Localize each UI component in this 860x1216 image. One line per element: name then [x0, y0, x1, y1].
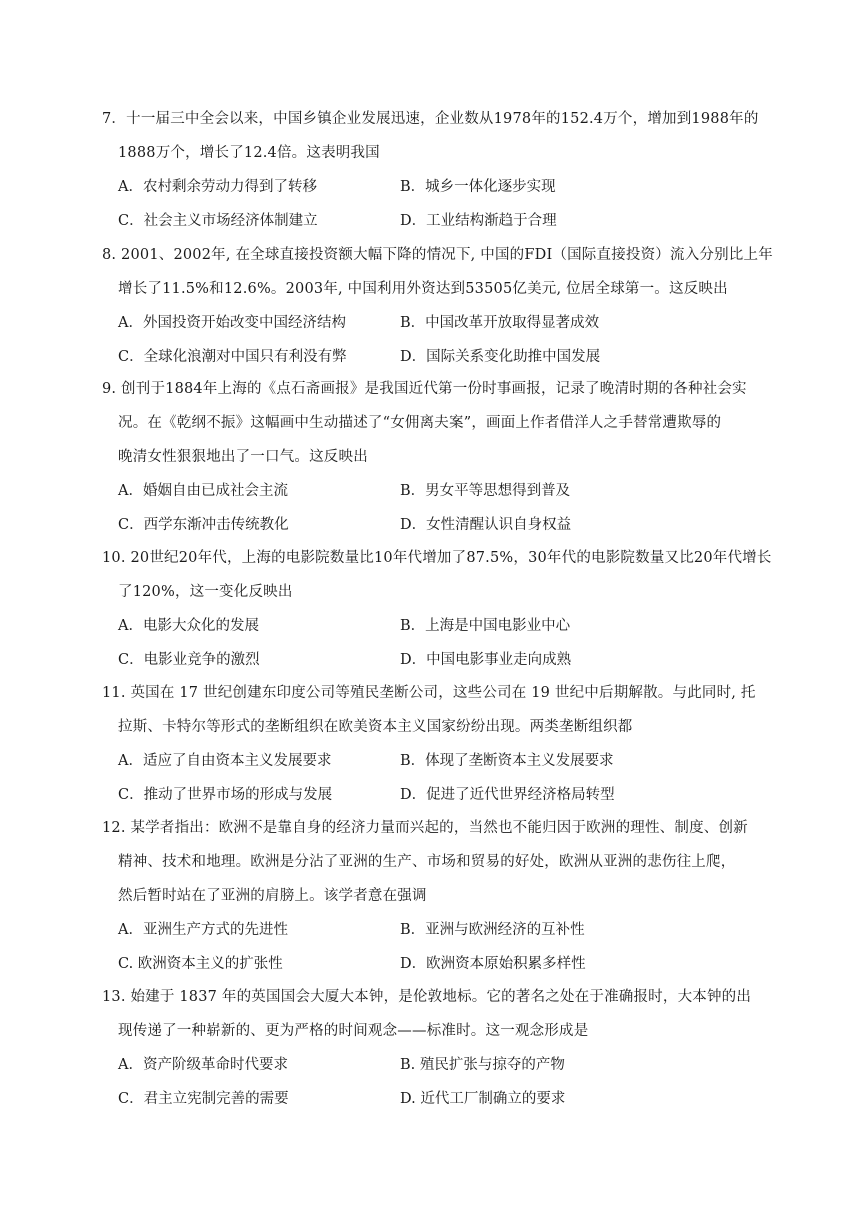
question-stem-line: 13. 始建于 1837 年的英国国会大厦大本钟，是伦敦地标。它的著名之处在于准确报时，大本钟的出	[102, 989, 752, 1005]
question-12	[102, 811, 772, 981]
question-stem-line: 然后暂时站在了亚洲的肩膀上。该学者意在强调	[118, 888, 427, 904]
question-stem-line: 9. 创刊于1884年上海的《点石斋画报》是我国近代第一份时事画报，记录了晚清时期的各种社会实	[102, 381, 747, 397]
option-row	[102, 1082, 772, 1116]
question-7	[102, 102, 772, 238]
option-b: B. 殖民扩张与掠夺的产物	[400, 1057, 565, 1073]
option-b: B．中国改革开放取得显著成效	[400, 315, 600, 331]
question-11	[102, 676, 772, 812]
question-stem-line: 晚清女性狠狠地出了一口气。这反映出	[118, 449, 368, 465]
option-row	[102, 778, 772, 812]
option-b: B．男女平等思想得到普及	[400, 483, 571, 499]
option-row	[102, 204, 772, 238]
option-row	[102, 306, 772, 340]
option-a: A．亚洲生产方式的先进性	[118, 922, 288, 938]
option-d: D．欧洲资本原始积累多样性	[400, 956, 586, 972]
option-a: A．资产阶级革命时代要求	[118, 1057, 288, 1073]
question-stem-line: 现传递了一种崭新的、更为严格的时间观念——标准时。这一观念形成是	[118, 1023, 589, 1039]
question-stem-line: 拉斯、卡特尔等形式的垄断组织在欧美资本主义国家纷纷出现。两类垄断组织都	[118, 719, 633, 735]
option-row	[102, 474, 772, 508]
option-d: D．国际关系变化助推中国发展	[400, 349, 601, 365]
option-row	[102, 913, 772, 947]
question-10	[102, 541, 772, 677]
question-9	[102, 372, 772, 542]
option-a: A．婚姻自由已成社会主流	[118, 483, 288, 499]
option-d: D．中国电影事业走向成熟	[400, 652, 572, 668]
option-d: D．促进了近代世界经济格局转型	[400, 787, 615, 803]
option-d: D. 近代工厂制确立的要求	[400, 1091, 566, 1107]
question-stem-line: 12. 某学者指出：欧洲不是靠自身的经济力量而兴起的，当然也不能归因于欧洲的理性、制度、创新	[102, 820, 748, 836]
option-row	[102, 744, 772, 778]
question-stem-line: 增长了11.5%和12.6%。2003年, 中国利用外资达到53505亿美元, 位居全球第一。这反映出	[118, 281, 728, 297]
option-row	[102, 1048, 772, 1082]
question-stem-line: 精神、技术和地理。欧洲是分沾了亚洲的生产、市场和贸易的好处，欧洲从亚洲的悲伤往上爬，	[118, 854, 736, 870]
option-a: A．外国投资开始改变中国经济结构	[118, 315, 346, 331]
option-row	[102, 170, 772, 204]
question-stem-line: 8. 2001、2002年, 在全球直接投资额大幅下降的情况下, 中国的FDI（国际直接投资）流入分别比上年	[102, 247, 773, 263]
option-row	[102, 947, 772, 981]
question-13	[102, 980, 772, 1116]
question-stem-line: 况。在《乾纲不振》这幅画中生动描述了“女佣离夫案”，画面上作者借洋人之手替常遭欺辱的	[118, 415, 722, 431]
option-b: B．城乡一体化逐步实现	[400, 179, 556, 195]
option-a: A．适应了自由资本主义发展要求	[118, 753, 332, 769]
option-a: A．农村剩余劳动力得到了转移	[118, 179, 317, 195]
option-b: B．上海是中国电影业中心	[400, 618, 571, 634]
option-c: C．电影业竞争的激烈	[118, 652, 260, 668]
option-d: D．女性清醒认识自身权益	[400, 517, 572, 533]
option-b: B．体现了垄断资本主义发展要求	[400, 753, 614, 769]
option-a: A．电影大众化的发展	[118, 618, 259, 634]
question-stem-line: 1888万个，增长了12.4倍。这表明我国	[118, 145, 380, 161]
question-8	[102, 238, 772, 374]
option-c: C．西学东渐冲击传统教化	[118, 517, 289, 533]
question-stem-line: 11. 英国在 17 世纪创建东印度公司等殖民垄断公司，这些公司在 19 世纪中后期解散。与此同时, 托	[102, 685, 756, 701]
option-c: C．社会主义市场经济体制建立	[118, 213, 318, 229]
option-c: C. 欧洲资本主义的扩张性	[118, 956, 283, 972]
option-c: C．君主立宪制完善的需要	[118, 1091, 289, 1107]
question-stem-line: 10. 20世纪20年代，上海的电影院数量比10年代增加了87.5%，30年代的电影院数量又比20年代增长	[102, 550, 772, 566]
option-row	[102, 340, 772, 374]
option-row	[102, 508, 772, 542]
option-d: D．工业结构渐趋于合理	[400, 213, 557, 229]
question-stem-line: 了120%，这一变化反映出	[118, 584, 293, 600]
option-c: C．推动了世界市场的形成与发展	[118, 787, 333, 803]
option-row	[102, 643, 772, 677]
option-b: B．亚洲与欧洲经济的互补性	[400, 922, 585, 938]
option-c: C．全球化浪潮对中国只有利没有弊	[118, 349, 347, 365]
option-row	[102, 609, 772, 643]
question-stem-line: 7．十一届三中全会以来，中国乡镇企业发展迅速，企业数从1978年的152.4万个，增加到1988年的	[102, 111, 759, 127]
